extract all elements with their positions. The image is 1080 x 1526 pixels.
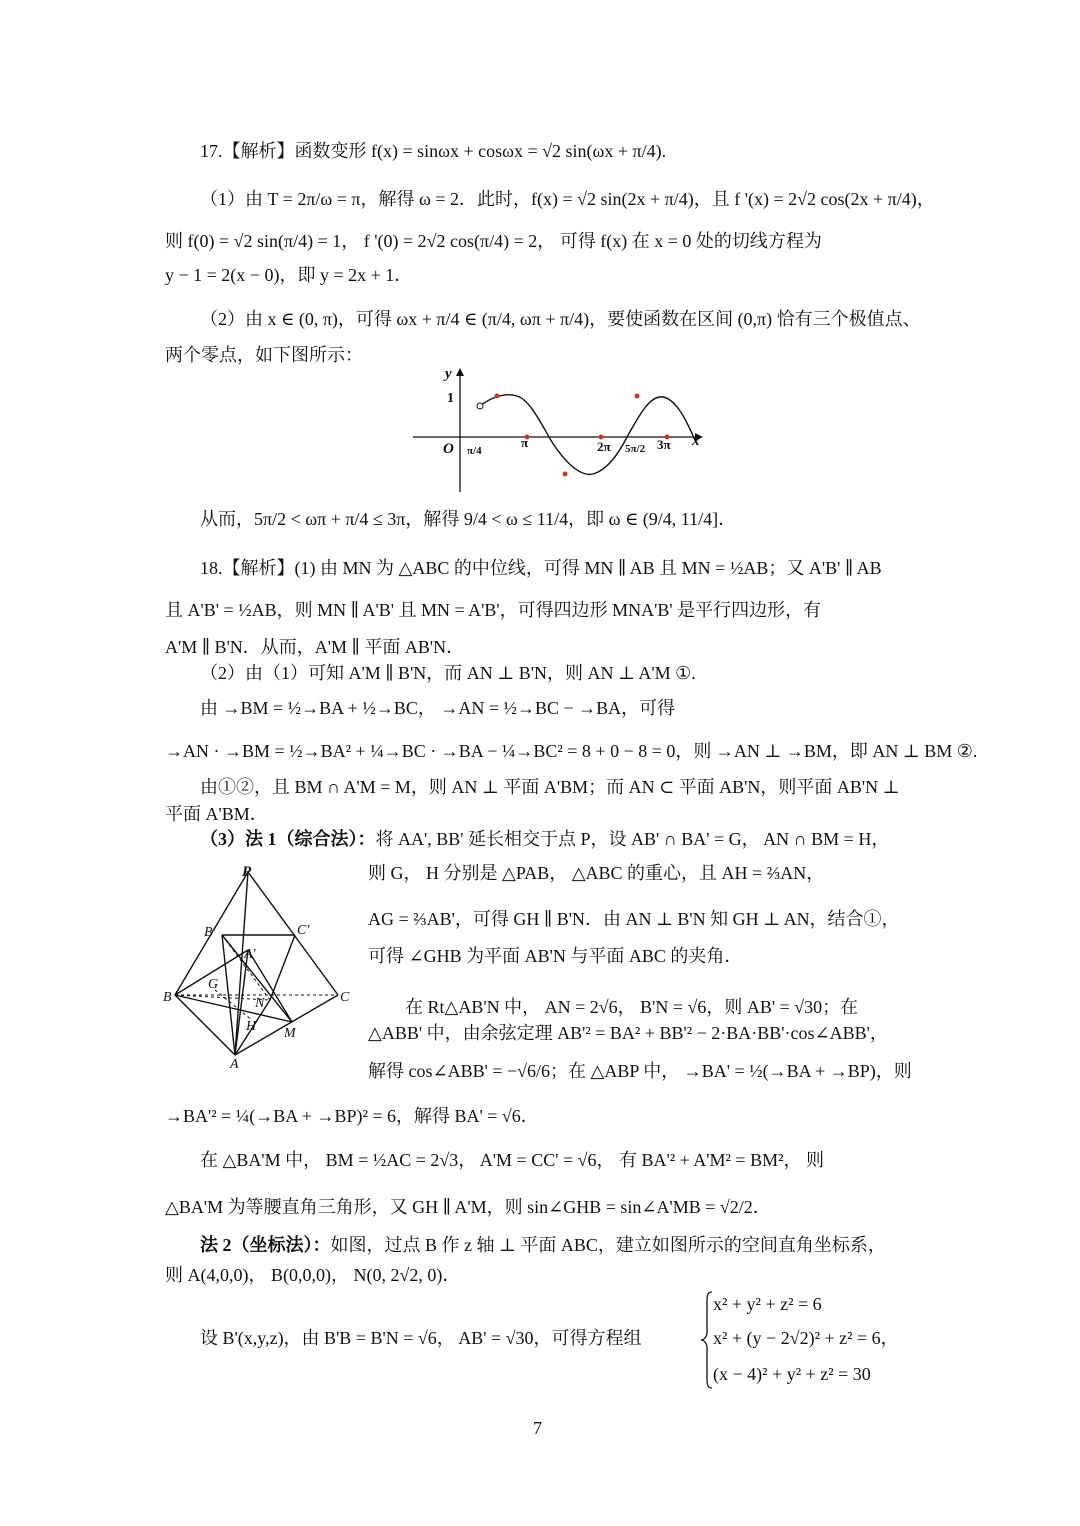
page-number: 7 [533,1418,542,1438]
max-point-2 [635,394,640,399]
origin-label: O [443,441,454,457]
p18-line7: 由①②，且 BM ∩ A'M = M，则 AN ⊥ 平面 A'BM；而 AN ⊂ 平面 AB'N，则平面 AB'N ⊥ [200,777,900,797]
p18-line9 [200,826,889,852]
label-A1: A' [244,947,256,962]
p18-line13 [200,1232,886,1258]
p18-right6: 解得 cos∠ABB' = −√6/6；在 △ABP 中， →BA' = ½(→BA + →BP)，则 [368,1061,912,1081]
p18-line2: 且 A'B' = ½AB，则 MN ∥ A'B' 且 MN = A'B'，可得四边形 MNA'B' 是平行四边形，有 [165,600,822,620]
label-C: C [340,990,350,1005]
p17-conclusion: 从而，5π/2 < ωπ + π/4 ≤ 3π，解得 9/4 < ω ≤ 11/4，即 ω ∈ (9/4, 11/4]． [200,509,737,529]
label-B: B [163,990,172,1005]
label-M: M [284,1026,296,1041]
sine-curve [480,395,694,475]
y-label: y [445,366,452,382]
sine-graph [405,362,710,497]
label-A: A [230,1057,239,1070]
method1-text: 将 AA', BB' 延长相交于点 P，设 AB' ∩ BA' = G， AN ∩ BM = H， [375,829,890,849]
p17-header: 17.【解析】函数变形 f(x) = sinωx + cosωx = √2 sin(ωx + π/4). [200,141,667,161]
method2-text: 如图，过点 B 作 z 轴 ⊥ 平面 ABC，建立如图所示的空间直角坐标系， [330,1235,886,1255]
y-axis-arrow [456,368,464,376]
open-endpoint [477,403,483,409]
prism-figure [160,860,360,1070]
tick-pi: π [521,435,529,450]
p17-part1-line3: y − 1 = 2(x − 0)，即 y = 2x + 1． [165,265,413,285]
label-H: H [246,1019,257,1034]
x-label: x [692,433,700,449]
tick-pi4: π/4 [467,445,482,457]
p18-line10: →BA'² = ¼(→BA + →BP)² = 6，解得 BA' = √6． [165,1106,539,1126]
p18-right2: AG = ⅔AB'，可得 GH ∥ B'N．由 AN ⊥ B'N 知 GH ⊥ AN，结合①， [368,909,900,929]
p18-line14: 则 A(4,0,0)， B(0,0,0)， N(0, 2√2, 0)． [165,1265,461,1285]
p18-line8: 平面 A'BM． [165,804,268,824]
equation-brace [700,1290,714,1390]
method2-title: 法 2（坐标法）： [200,1235,331,1255]
system-eq3: (x − 4)² + y² + z² = 30 [713,1364,871,1384]
p17-part1-line2: 则 f(0) = √2 sin(π/4) = 1， f '(0) = 2√2 cos(π/4) = 2， 可得 f(x) 在 x = 0 处的切线方程为 [165,231,822,251]
label-G: G [208,977,219,992]
tick-2pi: 2π [597,439,611,454]
p18-right3: 可得 ∠GHB 为平面 AB'N 与平面 ABC 的夹角． [368,946,743,966]
p17-part1-line1: （1）由 T = 2π/ω = π，解得 ω = 2．此时，f(x) = √2 sin(2x + π/4)，且 f '(x) = 2√2 cos(2x + π/4)， [200,189,935,209]
p18-right1: 则 G， H 分别是 △PAB， △ABC 的重心，且 AH = ⅔AN， [368,863,825,883]
p18-line4: （2）由（1）可知 A'M ∥ B'N，而 AN ⊥ B'N，则 AN ⊥ A'M ①. [200,663,696,683]
p18-line15: 设 B'(x,y,z)，由 B'B = B'N = √6， AB' = √30，可得方程组 [200,1328,642,1348]
system-eq1: x² + y² + z² = 6 [713,1294,822,1314]
label-C1: C' [297,923,310,938]
label-N: N [255,996,265,1011]
one-label: 1 [447,391,454,406]
label-B1: B' [204,925,216,940]
min-point [563,472,568,477]
p18-right5: △ABB' 中，由余弦定理 AB'² = BA² + BB'² − 2·BA·BB'·cos∠ABB'， [368,1023,888,1043]
p17-part2-line2: 两个零点，如下图所示： [165,345,363,365]
p18-line5: 由 →BM = ½→BA + ½→BC， →AN = ½→BC − →BA，可得 [200,698,676,718]
p18-line1: 18.【解析】(1) 由 MN 为 △ABC 的中位线，可得 MN ∥ AB 且 MN = ½AB；又 A'B' ∥ AB [200,558,882,578]
label-P: P [242,864,252,880]
tick-5pi2: 5π/2 [625,443,646,455]
p17-part2-line1: （2）由 x ∈ (0, π)，可得 ωx + π/4 ∈ (π/4, ωπ + π/4)，要使函数在区间 (0,π) 恰有三个极值点、 [200,309,921,329]
system-eq2: x² + (y − 2√2)² + z² = 6， [713,1328,899,1348]
method1-title: （3）法 1（综合法）： [200,829,376,849]
p18-right4: 在 Rt△AB'N 中， AN = 2√6， B'N = √6，则 AB' = √30；在 [405,997,859,1017]
p18-line12: △BA'M 为等腰直角三角形，又 GH ∥ A'M，则 sin∠GHB = sin∠A'MB = √2/2． [165,1197,771,1217]
p18-line11: 在 △BA'M 中， BM = ½AC = 2√3， A'M = CC' = √6， 有 BA'² + A'M² = BM²， 则 [200,1150,824,1170]
p18-line3: A'M ∥ B'N．从而，A'M ∥ 平面 AB'N． [165,637,465,657]
tick-3pi: 3π [657,437,671,452]
p18-line6: →AN · →BM = ½→BA² + ¼→BC · →BA − ¼→BC² = 8 + 0 − 8 = 0，则 →AN ⊥ →BM，即 AN ⊥ BM ②. [165,741,978,761]
max-point-1 [495,394,500,399]
